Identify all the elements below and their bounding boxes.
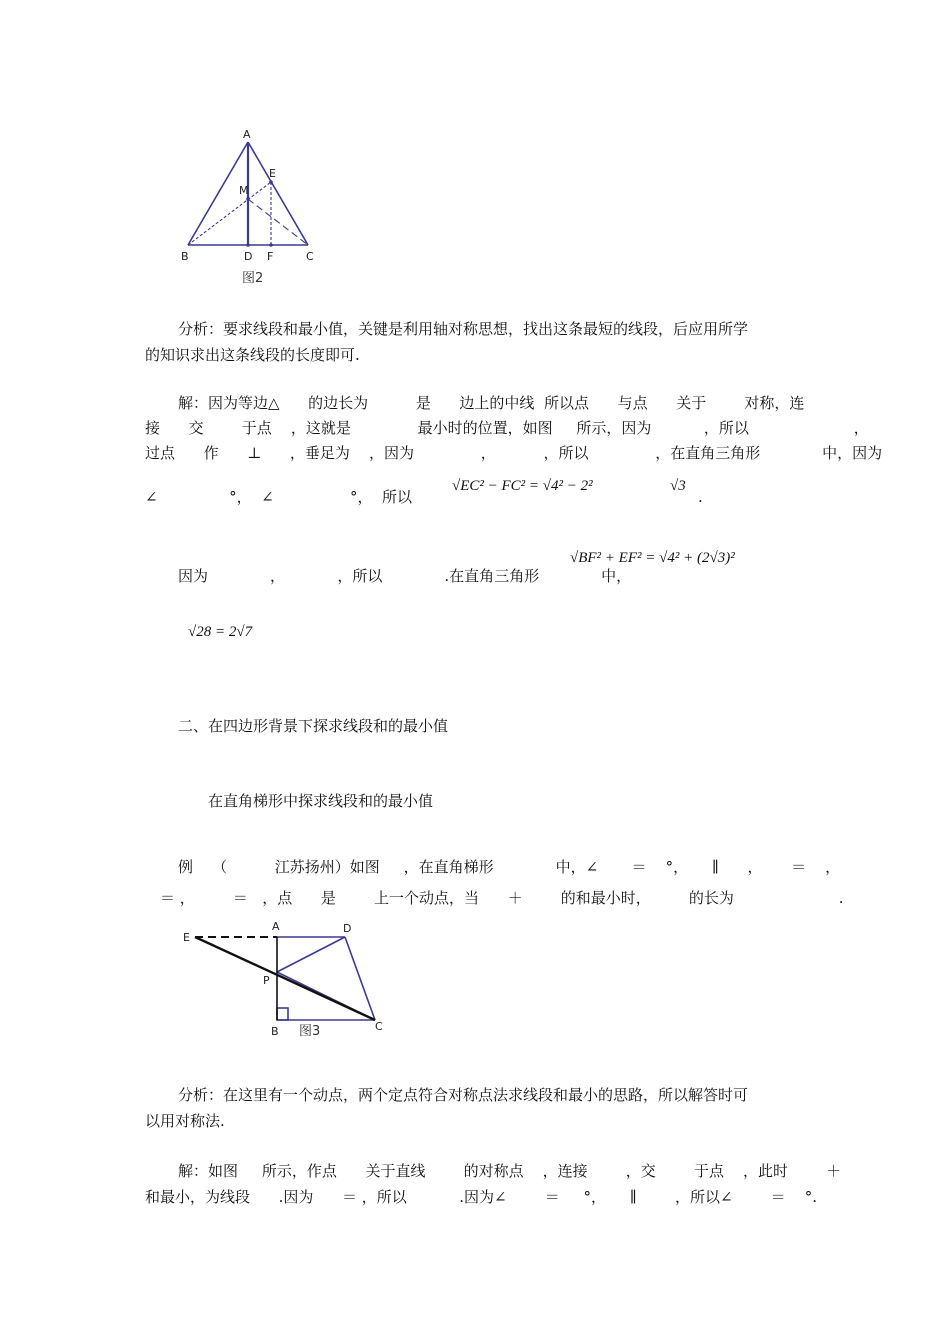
fig2-label-a: A [243, 128, 251, 141]
fig2-point-d [246, 243, 250, 247]
fig2-segment-be [188, 182, 271, 245]
fig3-right-angle-mark [277, 1008, 288, 1020]
fig2-side-ac [248, 142, 308, 245]
formula-1-right: √3 [670, 478, 686, 494]
fig3-label-e: E [183, 931, 190, 944]
fig3-label-d: D [343, 922, 352, 935]
fig2-label-b: B [181, 250, 189, 263]
figure-3-diagram [175, 917, 395, 1042]
figure-2-diagram [170, 125, 330, 295]
solution-1-line-3: 过点 作 ⊥ ，垂足为 ，因为 ， ，所以 ，在直角三角形 中，因为 [145, 444, 883, 462]
fig2-label-c: C [306, 250, 314, 263]
fig2-caption: 图2 [242, 271, 264, 286]
fig2-label-m: M [239, 184, 249, 197]
example-line-1: 例 （ 江苏扬州）如图 ，在直角梯形 中，∠ ＝ °， ∥ ， ＝ ， [178, 858, 841, 876]
fig3-segment-dp [277, 937, 345, 972]
fig3-label-b: B [271, 1025, 279, 1038]
fig2-point-m [246, 197, 250, 201]
fig2-label-e: E [269, 167, 276, 180]
formula-2: √BF² + EF² = √4² + (2√3)² [570, 550, 735, 566]
fig3-label-c: C [375, 1020, 383, 1033]
fig3-caption: 图3 [299, 1024, 321, 1039]
solution-1-line-2: 接 交 于点 ，这就是 最小时的位置，如图 所示，因为 ，所以 ， [145, 419, 869, 437]
section-2-heading: 二、在四边形背景下探求线段和的最小值 [178, 717, 449, 735]
formula-3: √28 = 2√7 [188, 624, 253, 640]
fig3-label-a: A [272, 920, 280, 933]
fig2-segment-mc [248, 199, 308, 245]
solution-2-line-1: 解：如图 所示，作点 关于直线 的对称点 ，连接 ，交 于点 ，此时 ＋ [178, 1162, 842, 1180]
formula-1-left: √EC² − FC² = √4² − 2² [452, 478, 593, 494]
fig2-point-e [269, 180, 273, 184]
section-2-subheading: 在直角梯形中探求线段和的最小值 [208, 792, 434, 810]
analysis-1-line-2: 的知识求出这条线段的长度即可. [145, 346, 360, 364]
formula-1-period: . [698, 488, 703, 506]
solution-2-line-2: 和最小，为线段 .因为 ＝ ，所以 .因为∠ ＝ °， ∥ ，所以∠ ＝ °. [145, 1188, 817, 1206]
example-line-2: ＝ ， ＝ ，点 是 上一个动点，当 ＋ 的和最小时， 的长为 . [160, 889, 844, 907]
analysis-1-line-1: 分析：要求线段和最小值，关键是利用轴对称思想，找出这条最短的线段，后应用所学 [178, 320, 749, 338]
fig2-label-d: D [244, 250, 253, 263]
solution-1-line-4: ∠ °， ∠ °， 所以 [145, 488, 413, 506]
solution-1-line-5: 因为 ， ，所以 .在直角三角形 中， [178, 567, 632, 585]
analysis-2-line-1: 分析：在这里有一个动点，两个定点符合对称点法求线段和最小的思路，所以解答时可 [178, 1086, 749, 1104]
analysis-2-line-2: 以用对称法. [145, 1112, 225, 1130]
fig2-point-f [269, 243, 273, 247]
fig3-label-p: P [263, 974, 270, 987]
fig2-label-f: F [267, 250, 274, 263]
solution-1-line-1: 解：因为等边△ 的边长为 是 边上的中线 所以点 与点 关于 对称，连 [178, 394, 805, 412]
